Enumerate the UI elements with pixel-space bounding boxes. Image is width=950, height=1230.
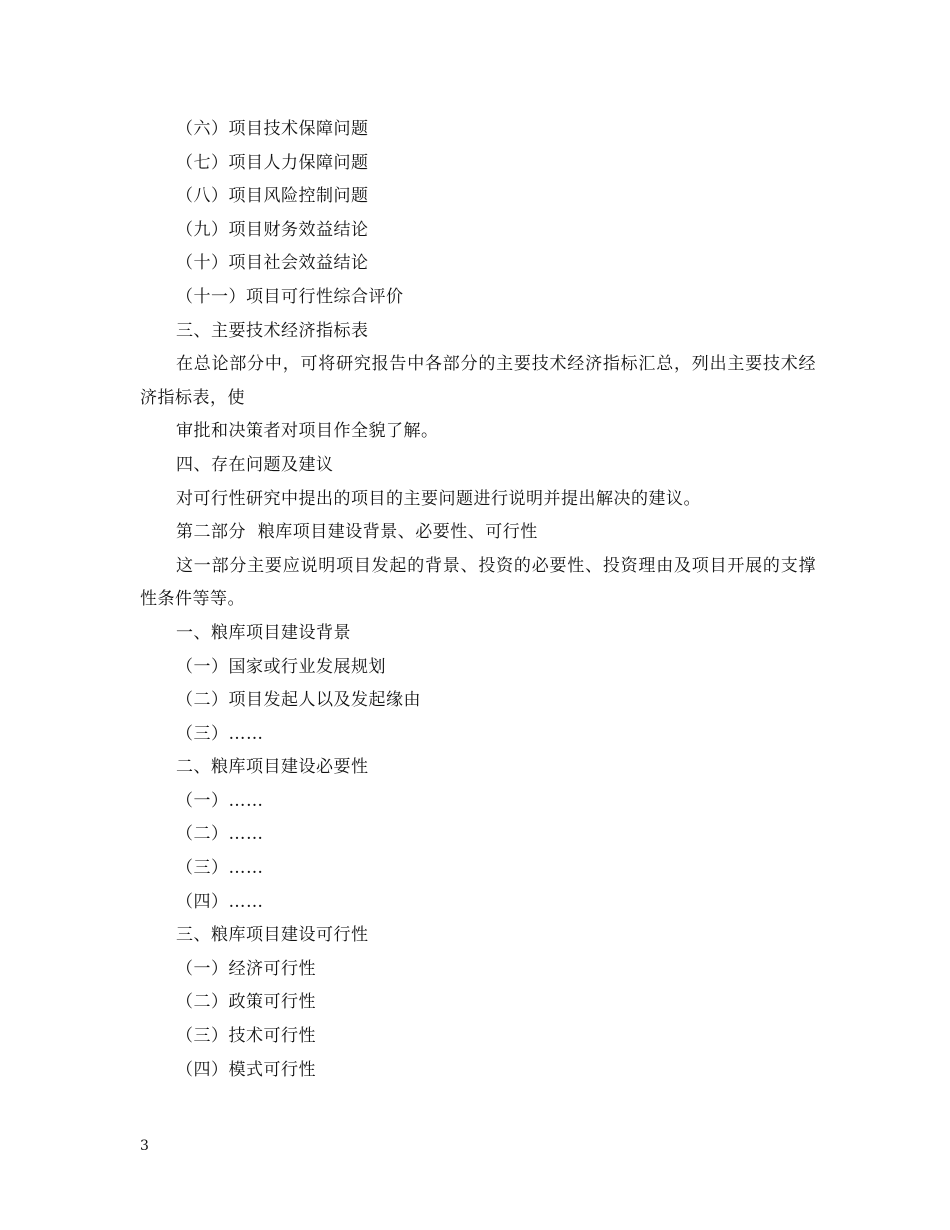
text-line: 对可行性研究中提出的项目的主要问题进行说明并提出解决的建议。 <box>176 488 701 509</box>
section-heading: 三、主要技术经济指标表 <box>176 320 369 341</box>
text-line: （二）政策可行性 <box>176 992 316 1013</box>
section-heading: 三、粮库项目建设可行性 <box>176 925 369 946</box>
text-line: （十一）项目可行性综合评价 <box>176 286 404 307</box>
text-line: 审批和决策者对项目作全貌了解。 <box>176 421 439 442</box>
text-line: （七）项目人力保障问题 <box>176 152 369 173</box>
section-heading: 一、粮库项目建设背景 <box>176 622 351 643</box>
section-heading: 二、粮库项目建设必要性 <box>176 757 369 778</box>
text-line: （四）…… <box>176 891 264 912</box>
page-number: 3 <box>140 1138 149 1154</box>
paragraph: 在总论部分中，可将研究报告中各部分的主要技术经济指标汇总，列出主要技术经济指标表，使 <box>140 354 816 408</box>
text-line: （三）技术可行性 <box>176 1026 316 1047</box>
text-line: （一）国家或行业发展规划 <box>176 656 386 677</box>
part-heading: 第二部分 粮库项目建设背景、必要性、可行性 <box>176 522 538 543</box>
text-line: （一）…… <box>176 790 264 811</box>
section-heading: 四、存在问题及建议 <box>176 454 334 475</box>
text-line: （四）模式可行性 <box>176 1059 316 1080</box>
text-line: （一）经济可行性 <box>176 958 316 979</box>
text-line: （十）项目社会效益结论 <box>176 253 369 274</box>
text-line: （三）…… <box>176 858 264 879</box>
text-line: （二）…… <box>176 824 264 845</box>
text-line: （二）项目发起人以及发起缘由 <box>176 690 421 711</box>
text-line: （八）项目风险控制问题 <box>176 186 369 207</box>
paragraph: 这一部分主要应说明项目发起的背景、投资的必要性、投资理由及项目开展的支撑性条件等等。 <box>140 555 816 610</box>
text-line: （三）…… <box>176 723 264 744</box>
text-line: （六）项目技术保障问题 <box>176 119 369 139</box>
text-line: （九）项目财务效益结论 <box>176 219 369 240</box>
document-body <box>140 113 816 1087</box>
